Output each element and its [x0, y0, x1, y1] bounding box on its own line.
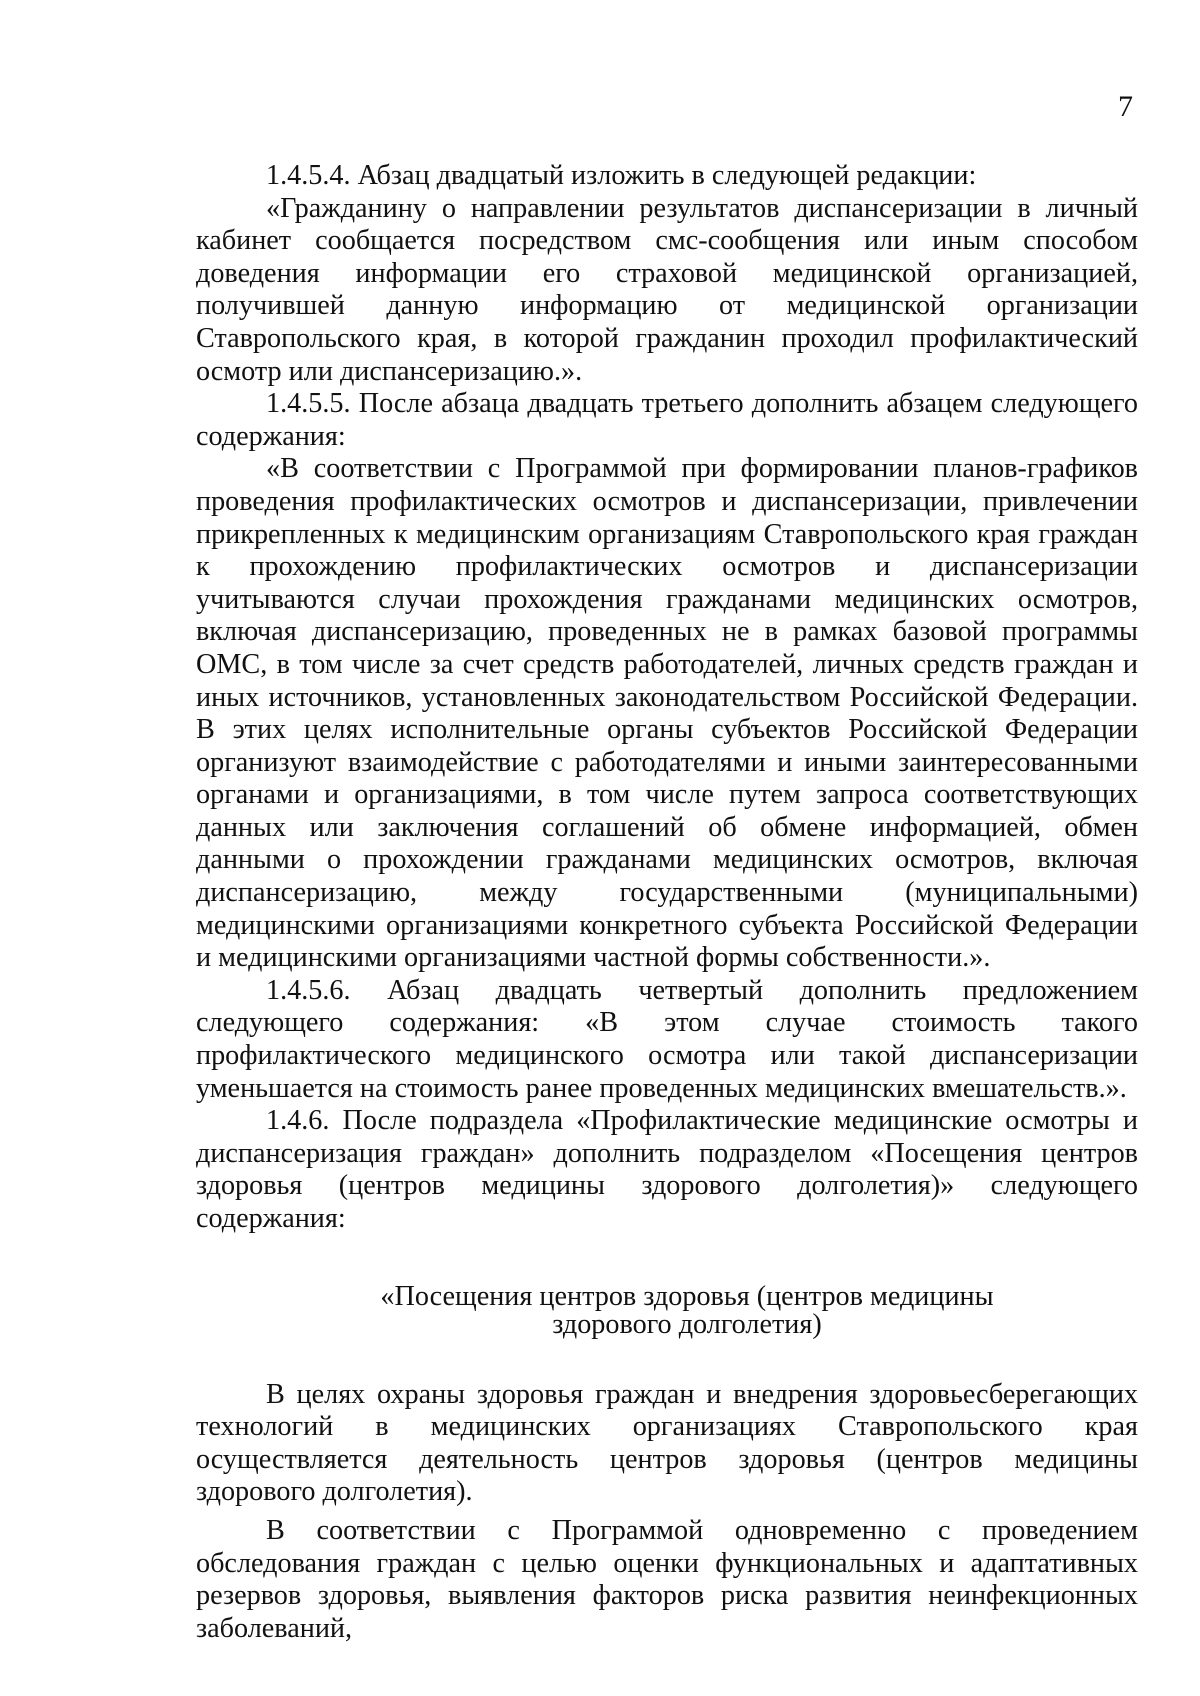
paragraph-1-4-5-4: 1.4.5.4. Абзац двадцатый изложить в следующей редакции:	[266, 160, 977, 191]
section-heading	[196, 1280, 1138, 1340]
page-number: 7	[1118, 90, 1133, 123]
section-heading-line-1: «Посещения центров здоровья (центров медицины	[380, 1280, 994, 1312]
paragraph-1-4-6: 1.4.6. После подраздела «Профилактические медицинские осмотры и диспансеризация граждан» дополнить подразделом «Посещения центров здоровья (центров медицины здорового долголетия)» следующего содержания:	[196, 1105, 1138, 1234]
paragraph-quote-citizen-notification: «Гражданину о направлении результатов диспансеризации в личный кабинет сообщается посредством смс-сообщения или иным способом доведения информации его страховой медицинской организацией, получившей данную информацию от медицинской организации Ставропольского края, в которой гражданин проходил профилактический осмотр или диспансеризацию.».	[196, 192, 1138, 387]
paragraph-health-centers-program: В соответствии с Программой одновременно с проведением обследования граждан с целью оценки функциональных и адаптативных резервов здоровья, выявления факторов риска развития неинфекционных заболеваний,	[196, 1514, 1138, 1644]
paragraph-1-4-5-6: 1.4.5.6. Абзац двадцать четвертый дополнить предложением следующего содержания: «В этом случае стоимость такого профилактического медицинского осмотра или такой диспансеризации уменьшается на стоимость ранее проведенных медицинских вмешательств.».	[196, 974, 1138, 1104]
paragraph-health-centers-purpose: В целях охраны здоровья граждан и внедрения здоровьесберегающих технологий в медицинских организациях Ставропольского края осуществляется деятельность центров здоровья (центров медицины здорового долголетия).	[196, 1378, 1138, 1508]
section-heading-line-2: здорового долголетия)	[552, 1308, 822, 1340]
paragraph-quote-program-schedules: «В соответствии с Программой при формировании планов-графиков проведения профилактических осмотров и диспансеризации, привлечении прикрепленных к медицинским организациям Ставропольского края граждан к прохождению профилактических осмотров и диспансеризации учитываются случаи прохождения гражданами медицинских осмотров, включая диспансеризацию, проведенных не в рамках базовой программы ОМС, в том числе за счет средств работодателей, личных средств граждан и иных источников, установленных законодательством Российской Федерации. В этих целях исполнительные органы субъектов Российской Федерации организуют взаимодействие с работодателями и иными заинтересованными органами и организациями, в том числе путем запроса соответствующих данных или заключения соглашений об обмене информацией, обмен данными о прохождении гражданами медицинских осмотров, включая диспансеризацию, между государственными (муниципальными) медицинскими организациями конкретного субъекта Российской Федерации и медицинскими организациями частной формы собственности.».	[196, 453, 1138, 974]
paragraph-1-4-5-5: 1.4.5.5. После абзаца двадцать третьего дополнить абзацем следующего содержания:	[196, 388, 1138, 452]
document-body	[196, 160, 1138, 1645]
